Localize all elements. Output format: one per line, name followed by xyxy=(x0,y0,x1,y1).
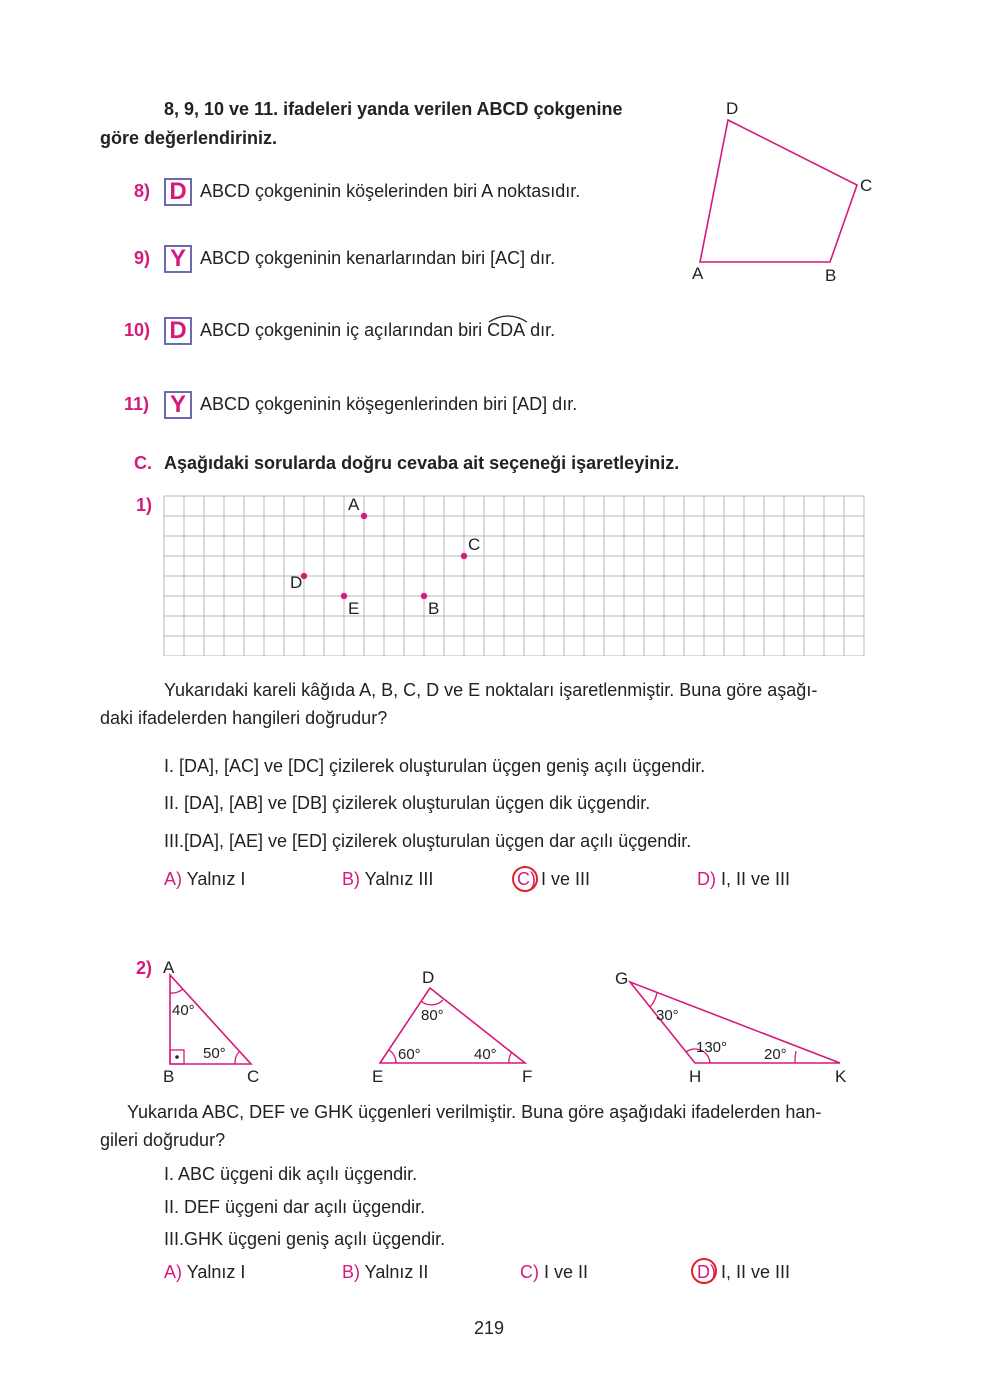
q1-option-c-text: I ve III xyxy=(536,869,591,889)
q1-option-b-text: Yalnız III xyxy=(360,869,434,889)
label-f: F xyxy=(522,1067,533,1086)
right-angle-dot xyxy=(175,1055,179,1059)
item-10-text xyxy=(200,320,555,341)
instruction-line-2: göre değerlendiriniz. xyxy=(100,128,278,148)
q1-option-a[interactable] xyxy=(164,869,245,890)
q1-option-a-letter: A) xyxy=(164,869,182,889)
label-e: E xyxy=(372,1067,384,1086)
grid-point-label-c: C xyxy=(468,535,481,554)
angle-a-arc xyxy=(170,989,183,993)
grid-point-label-e: E xyxy=(348,599,360,618)
label-a: A xyxy=(692,264,704,283)
q2-statement-1: I. ABC üçgeni dik açılı üçgendir. xyxy=(164,1164,418,1184)
section-c-title: Aşağıdaki sorularda doğru cevaba ait seçeneği işaretleyiniz. xyxy=(164,453,680,473)
q2-number: 2) xyxy=(136,958,153,978)
item-9-text: ABCD çokgeninin kenarlarından biri [AC] dır. xyxy=(200,248,556,268)
triangle-def-figure xyxy=(360,960,550,1090)
q1-option-b[interactable] xyxy=(342,869,433,890)
grid-point-a xyxy=(361,513,367,519)
item-10-number: 10) xyxy=(124,320,151,340)
angle-e-value: 60° xyxy=(398,1046,421,1063)
label-g: G xyxy=(615,969,629,988)
grid-point-label-d: D xyxy=(290,573,303,592)
q2-option-c-text: I ve II xyxy=(539,1262,589,1282)
angle-arc-icon xyxy=(487,313,529,323)
label-a: A xyxy=(163,958,175,977)
angle-g-arc xyxy=(650,992,657,1007)
angle-cda xyxy=(487,320,525,341)
angle-c-value: 50° xyxy=(203,1045,226,1062)
q2-paragraph-line-1: Yukarıda ABC, DEF ve GHK üçgenleri verilmiştir. Buna göre aşağıdaki ifadelerden han- xyxy=(127,1102,822,1122)
item-8-text: ABCD çokgeninin köşelerinden biri A noktasıdır. xyxy=(200,181,581,201)
q2-option-b[interactable] xyxy=(342,1262,428,1283)
q1-selected-answer-circle xyxy=(512,866,538,892)
q1-option-a-text: Yalnız I xyxy=(182,869,246,889)
q1-number: 1) xyxy=(136,495,153,515)
item-8-answer-box[interactable]: D xyxy=(164,178,192,206)
angle-g-value: 30° xyxy=(656,1007,679,1024)
grid-point-label-b: B xyxy=(428,599,440,618)
page-number: 219 xyxy=(474,1318,505,1338)
abcd-polygon-figure xyxy=(680,90,880,290)
label-c: C xyxy=(247,1067,260,1086)
q1-option-d-letter: D) xyxy=(697,869,716,889)
item-11-text: ABCD çokgeninin köşegenlerinden biri [AD] dır. xyxy=(200,394,578,414)
item-10-text-pre: ABCD çokgeninin iç açılarından biri xyxy=(200,320,488,340)
label-b: B xyxy=(825,266,837,285)
angle-c-arc xyxy=(235,1052,239,1064)
item-10-answer-box[interactable]: D xyxy=(164,317,192,345)
q2-selected-answer-circle xyxy=(691,1258,717,1284)
label-c: C xyxy=(860,176,873,195)
q1-option-b-letter: B) xyxy=(342,869,360,889)
grid-point-c xyxy=(461,553,467,559)
q1-paragraph-line-1: Yukarıdaki kareli kâğıda A, B, C, D ve E noktaları işaretlenmiştir. Buna göre aşağı- xyxy=(164,680,818,700)
triangle-ghk-figure xyxy=(600,960,870,1090)
square-grid xyxy=(162,494,866,656)
q1-paragraph-line-2: daki ifadelerden hangileri doğrudur? xyxy=(100,708,388,728)
q2-option-c[interactable] xyxy=(520,1262,588,1283)
q1-option-d[interactable] xyxy=(697,869,790,890)
triangle-abc-figure xyxy=(155,955,275,1090)
item-10-text-post: dır. xyxy=(525,320,556,340)
q1-option-d-text: I, II ve III xyxy=(716,869,791,889)
angle-f-value: 40° xyxy=(474,1046,497,1063)
q2-statement-2: II. DEF üçgeni dar açılı üçgendir. xyxy=(164,1197,426,1217)
item-9-number: 9) xyxy=(134,248,151,268)
q2-option-a[interactable] xyxy=(164,1262,245,1283)
q2-option-b-letter: B) xyxy=(342,1262,360,1282)
q2-option-d-letter: D) xyxy=(697,1262,716,1282)
label-h: H xyxy=(689,1067,702,1086)
q2-option-d-text: I, II ve III xyxy=(716,1262,791,1282)
angle-d-value: 80° xyxy=(421,1007,444,1024)
item-11-answer-box[interactable]: Y xyxy=(164,391,192,419)
angle-cda-label: CDA xyxy=(487,320,526,340)
grid-point-b xyxy=(421,593,427,599)
angle-d-arc xyxy=(421,1000,443,1005)
item-9-answer-box[interactable]: Y xyxy=(164,245,192,273)
item-11-number: 11) xyxy=(124,394,150,414)
q2-option-a-text: Yalnız I xyxy=(182,1262,246,1282)
q1-statement-1: I. [DA], [AC] ve [DC] çizilerek oluşturulan üçgen geniş açılı üçgendir. xyxy=(164,756,706,776)
label-d: D xyxy=(726,99,739,118)
q2-option-a-letter: A) xyxy=(164,1262,182,1282)
label-b: B xyxy=(163,1067,175,1086)
angle-k-arc xyxy=(795,1051,796,1063)
q2-option-b-text: Yalnız II xyxy=(360,1262,429,1282)
angle-f-arc xyxy=(509,1052,512,1063)
grid-point-e xyxy=(341,593,347,599)
angle-h-value: 130° xyxy=(696,1039,728,1056)
q1-statement-2: II. [DA], [AB] ve [DB] çizilerek oluşturulan üçgen dik üçgendir. xyxy=(164,793,651,813)
q2-option-c-letter: C) xyxy=(520,1262,539,1282)
angle-k-value: 20° xyxy=(764,1046,787,1063)
q2-statement-3: III.GHK üçgeni geniş açılı üçgendir. xyxy=(164,1229,446,1249)
q1-statement-3: III.[DA], [AE] ve [ED] çizilerek oluşturulan üçgen dar açılı üçgendir. xyxy=(164,831,692,851)
grid-point-label-a: A xyxy=(348,495,360,514)
angle-e-arc xyxy=(389,1050,396,1063)
instruction-line-1: 8, 9, 10 ve 11. ifadeleri yanda verilen ABCD çokgenine xyxy=(164,99,623,119)
q1-option-c-letter: C) xyxy=(517,869,536,889)
abcd-polygon xyxy=(700,120,857,262)
item-8-number: 8) xyxy=(134,181,151,201)
label-d: D xyxy=(422,968,435,987)
angle-a-value: 40° xyxy=(172,1002,195,1019)
q2-paragraph-line-2: gileri doğrudur? xyxy=(100,1130,226,1150)
section-c-letter: C. xyxy=(134,453,152,473)
label-k: K xyxy=(835,1067,847,1086)
